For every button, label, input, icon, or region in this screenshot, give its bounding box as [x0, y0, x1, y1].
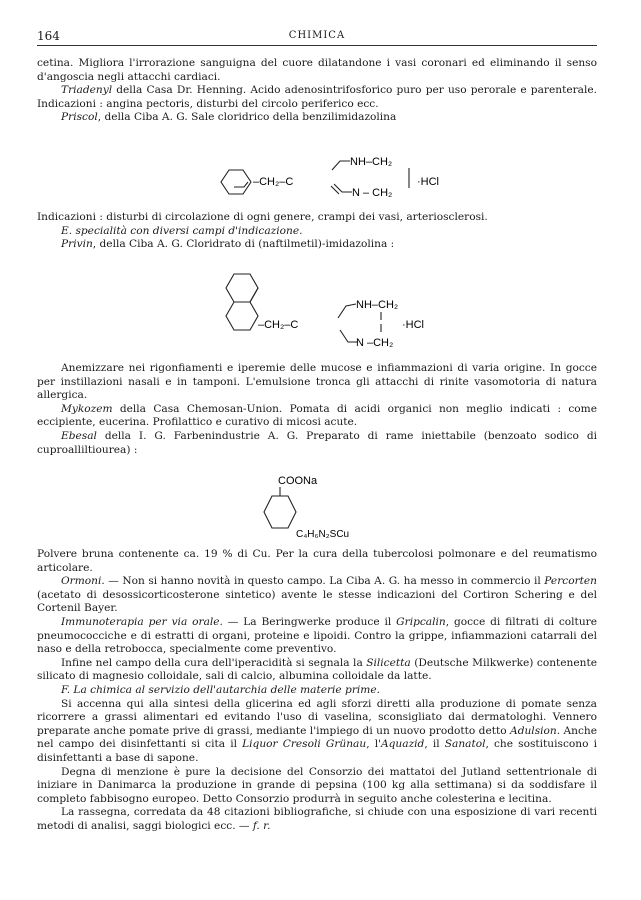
text-block-1: [37, 57, 597, 125]
jutland-paragraph: Degna di menzione è pure la decisione del Consorzio dei mattatoi del Jutland settentrionale di iniziare in Danimarca la produzione in grande di pepsina (100 kg alla settimana) si da soddisfare il completo fabbisogno europeo. Detto Consorzio produrrà in seguito anche colesterina e lecitina.: [37, 765, 597, 805]
product-name: Silicetta: [366, 656, 411, 669]
hcl-label: ·HCl: [402, 319, 424, 331]
product-name: Gripcalin: [396, 615, 446, 628]
product-name: Ebesal: [61, 429, 97, 442]
page-number: 164: [37, 29, 60, 43]
priscol-specialty: E. specialità con diversi campi d'indicazione.: [61, 224, 303, 237]
text-block-3: [37, 362, 597, 457]
paragraph-text: . Anche nel campo dei disinfettanti si cita il: [37, 724, 597, 751]
priscol-paragraph: [37, 111, 597, 125]
nh-ch2-label: NH–CH₂: [356, 299, 399, 311]
paragraph-text: , l': [366, 738, 381, 751]
polvere-paragraph: Polvere bruna contenente ca. 19 % di Cu. Per la cura della tubercolosi polmonare e del reumatismo articolare.: [37, 548, 597, 574]
hcl-label: ·HCl: [417, 176, 439, 188]
product-name: Mykozem: [61, 402, 113, 415]
product-name: Liquor Cresoli Grünau: [242, 738, 367, 751]
immunoterapia-paragraph: [37, 616, 597, 657]
privin-structural-formula: [220, 268, 470, 358]
n-ch2-label: N – CH₂: [352, 187, 393, 199]
product-text: della Casa Dr. Henning. Acido adenosintrifosforico puro per uso perorale e parenterale. Indicazioni : angina pectoris, disturbi del circolo periferico ecc.: [37, 84, 597, 110]
ormoni-paragraph: [37, 575, 597, 616]
paragraph-text: , il: [424, 738, 445, 751]
n-ch2-label: N –CH₂: [356, 337, 394, 349]
paragraph-text: (Deutsche Milkwerke) contenente silicato di magnesio colloidale, sali di calcio, albumina colloidale da latte.: [37, 656, 597, 683]
priscol-indications: Indicazioni : disturbi di circolazione di ogni genere, crampi dei vasi, arteriosclerosi.: [37, 211, 488, 223]
ch2-c-label: –CH₂–C: [253, 176, 294, 188]
product-name: Priscol: [61, 111, 98, 124]
formula-svg: [220, 268, 470, 354]
author-initials: f. r.: [252, 819, 271, 832]
substituent-label: C₄H₆N₂SCu: [296, 529, 350, 540]
running-head: CHIMICA: [288, 30, 346, 41]
section-f-heading: F. La chimica al servizio dell'autarchia delle materie prime.: [61, 683, 380, 696]
rassegna-paragraph: [37, 806, 597, 833]
ch2-c-label: –CH₂–C: [258, 319, 299, 331]
paragraph-text: , che sostituiscono i disinfettanti a base di sapone.: [37, 738, 597, 764]
product-name: Triadenyl: [61, 84, 113, 97]
product-name: Aquazid: [381, 738, 425, 751]
glicerina-paragraph: [37, 698, 597, 766]
product-name: Privin: [61, 238, 93, 251]
text-block-4: [37, 548, 597, 833]
header-rule: [37, 45, 597, 46]
intro-paragraph: cetina. Migliora l'irrorazione sanguigna del cuore dilatandone i vasi coronari ed eliminando il senso d'angoscia negli attacchi cardiaci.: [37, 57, 597, 83]
iperacidita-paragraph: [37, 657, 597, 684]
paragraph-text: , gocce di filtrati di colture pneumococciche e di estratti di organi, proteine e lipoidi. Contro la grippe, infiammazioni catarrali del naso e della retrobocca, specialmente come preventivo.: [37, 615, 597, 656]
section-name: Immunoterapia per via orale.: [61, 615, 223, 628]
privin-paragraph: [37, 238, 597, 252]
product-text: della I. G. Farbenindustrie A. G. Preparato di rame iniettabile (benzoato sodico di cuproalliltiourea) :: [37, 429, 597, 456]
page-header: [37, 29, 597, 45]
paragraph-text: — La Beringwerke produce il: [222, 615, 397, 628]
priscol-structural-formula: [195, 148, 475, 210]
product-text: della Casa Chemosan-Union. Pomata di acidi organici non meglio indicati : come eccipiente, eucerina. Profilattico e curativo di micosi acute.: [37, 402, 597, 429]
paragraph-text: La rassegna, corredata da 48 citazioni bibliografiche, si chiude con una esposizione di vari recenti metodi di analisi, saggi biologici ecc. —: [37, 806, 597, 832]
paragraph-text: Infine nel campo della cura dell'iperacidità si segnala la: [61, 656, 367, 669]
product-text: , della Ciba A. G. Cloridrato di (naftilmetil)-imidazolina :: [92, 238, 395, 251]
triadenyl-paragraph: [37, 84, 597, 111]
product-text: , della Ciba A. G. Sale cloridrico della benzilimidazolina: [97, 111, 397, 124]
mykozem-paragraph: [37, 403, 597, 430]
nh-ch2-label: NH–CH₂: [350, 156, 393, 168]
section-name: Ormoni.: [61, 575, 105, 588]
paragraph-text: — Non si hanno novità in questo campo. La Ciba A. G. ha messo in commercio il: [104, 575, 545, 588]
paragraph-text: Si accenna qui alla sintesi della glicerina ed agli sforzi diretti alla produzione di pomate senza ricorrere a grassi alimentari ed evitando l'uso di vaselina, sconsigliato dai dermatologhi. Vennero preparate anche pomate prive di grassi, mediante l'impiego di un nuovo prodotto detto: [37, 697, 597, 737]
ebesal-structural-formula: [250, 474, 400, 550]
paragraph-text: (acetato di desossicorticosterone sintetico) avente le stesse indicazioni del Cortiron Schering e del Cortenil Bayer.: [37, 588, 597, 615]
product-name: Sanatol: [444, 738, 486, 751]
product-name: Percorten: [544, 575, 597, 588]
formula-svg: [195, 148, 475, 206]
formula-svg: [250, 474, 400, 546]
coona-label: COONa: [278, 475, 318, 487]
ebesal-paragraph: [37, 430, 597, 457]
text-block-2: [37, 211, 597, 252]
product-name: Adulsion: [510, 724, 557, 737]
privin-usage-paragraph: Anemizzare nei rigonfiamenti e iperemie delle mucose e infiammazioni di varia origine. In gocce per instillazioni nasali e in tamponi. L'emulsione tronca gli attacchi di rinite vasomotoria di natura allergica.: [37, 362, 597, 402]
